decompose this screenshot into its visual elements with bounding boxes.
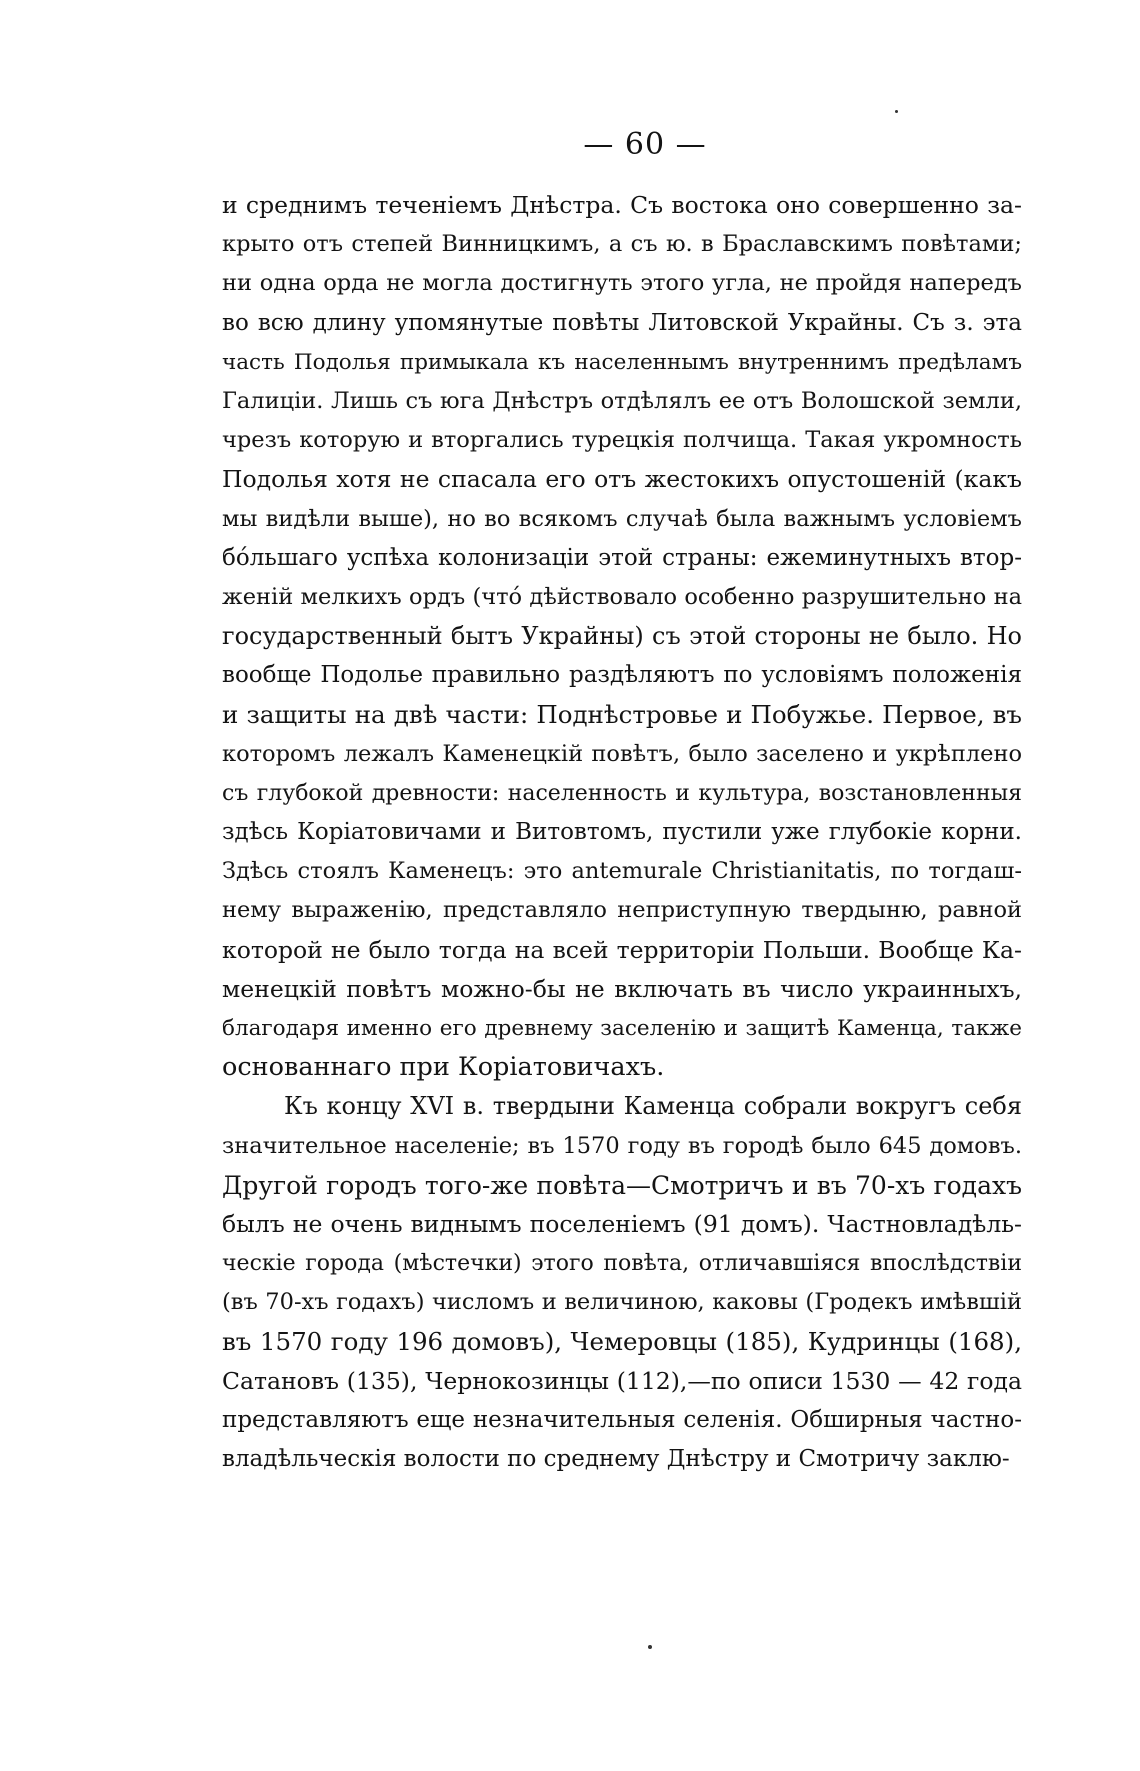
text-line: вообще Подолье правильно раздѣляютъ по условіямъ положенія xyxy=(222,662,1022,689)
text-line: благодаря именно его древнему заселенію и защитѣ Каменца, также xyxy=(222,1015,1022,1041)
text-line: чрезъ которую и вторгались турецкія полчища. Такая укромность xyxy=(222,427,1022,454)
text-line: ни одна орда не могла достигнуть этого угла, не пройдя напередъ xyxy=(222,270,1022,297)
text-line: съ глубокой древности: населенность и культура, возстановленныя xyxy=(222,780,1022,806)
scan-speck xyxy=(895,110,898,113)
text-line: Другой городъ того-же повѣта—Смотричъ и въ 70-хъ годахъ xyxy=(222,1170,1022,1200)
text-line: которой не было тогда на всей территоріи Польши. Вообще Ка- xyxy=(222,935,1022,964)
text-line: бóльшаго успѣха колонизаціи этой страны: ежеминутныхъ втор- xyxy=(222,544,1022,571)
text-line: здѣсь Коріатовичами и Витовтомъ, пустили уже глубокіе корни. xyxy=(222,819,1022,845)
body-text xyxy=(222,186,1022,1479)
paragraph-2 xyxy=(222,1087,1022,1479)
text-line: въ 1570 году 196 домовъ), Чемеровцы (185), Кудринцы (168), xyxy=(222,1327,1022,1357)
page-number: — 60 — xyxy=(583,127,707,162)
text-line: былъ не очень виднымъ поселеніемъ (91 домъ). Частновладѣль- xyxy=(222,1209,1022,1238)
text-line: ческіе города (мѣстечки) этого повѣта, отличавшіяся впослѣдствіи xyxy=(222,1251,1022,1277)
text-line: Къ концу XVI в. твердыни Каменца собрали вокругъ себя xyxy=(284,1092,1022,1121)
text-line: во всю длину упомянутые повѣты Литовской Украйны. Съ з. эта xyxy=(222,309,1022,336)
text-line: Здѣсь стоялъ Каменецъ: это antemurale Christianitatis, по тогдаш- xyxy=(222,858,1022,885)
text-line: (въ 70-хъ годахъ) числомъ и величиною, каковы (Гродекъ имѣвшій xyxy=(222,1289,1022,1316)
text-line: женій мелкихъ ордъ (что́ дѣйствовало особенно разрушительно на xyxy=(222,583,1022,610)
text-line: значительное населеніе; въ 1570 году въ городѣ было 645 домовъ. xyxy=(222,1132,1022,1159)
paragraph-1 xyxy=(222,186,1022,1087)
text-line: Сатановъ (135), Чернокозинцы (112),—по описи 1530 — 42 года xyxy=(222,1366,1022,1395)
text-line: представляютъ еще незначительныя селенія. Обширныя частно- xyxy=(222,1406,1022,1433)
text-line: владѣльческія волости по среднему Днѣстру и Смотричу заклю- xyxy=(222,1446,1010,1472)
text-line: Галиціи. Лишь съ юга Днѣстръ отдѣлялъ ее отъ Волошской земли, xyxy=(222,387,1022,414)
text-line: которомъ лежалъ Каменецкій повѣтъ, было заселено и укрѣплено xyxy=(222,740,1022,767)
text-line: менецкій повѣтъ можно-бы не включать въ число украинныхъ, xyxy=(222,974,1022,1003)
scan-speck xyxy=(648,1645,652,1649)
text-line: часть Подолья примыкала къ населеннымъ внутреннимъ предѣламъ xyxy=(222,349,1022,375)
text-line: и защиты на двѣ части: Поднѣстровье и Побужье. Первое, въ xyxy=(222,700,1022,730)
text-line: Подолья хотя не спасала его отъ жестокихъ опустошеній (какъ xyxy=(222,465,1022,494)
text-line: крыто отъ степей Винницкимъ, а съ ю. в Браславскимъ повѣтами; xyxy=(222,231,1022,258)
text-line: нему выраженію, представляло неприступную твердыню, равной xyxy=(222,897,1022,924)
text-line: государственный бытъ Украйны) съ этой стороны не было. Но xyxy=(222,622,1022,651)
text-line: мы видѣли выше), но во всякомъ случаѣ была важнымъ условіемъ xyxy=(222,505,1022,532)
text-line: и среднимъ теченіемъ Днѣстра. Съ востока оно совершенно за- xyxy=(222,191,1022,219)
text-line: основаннаго при Коріатовичахъ. xyxy=(222,1052,665,1083)
